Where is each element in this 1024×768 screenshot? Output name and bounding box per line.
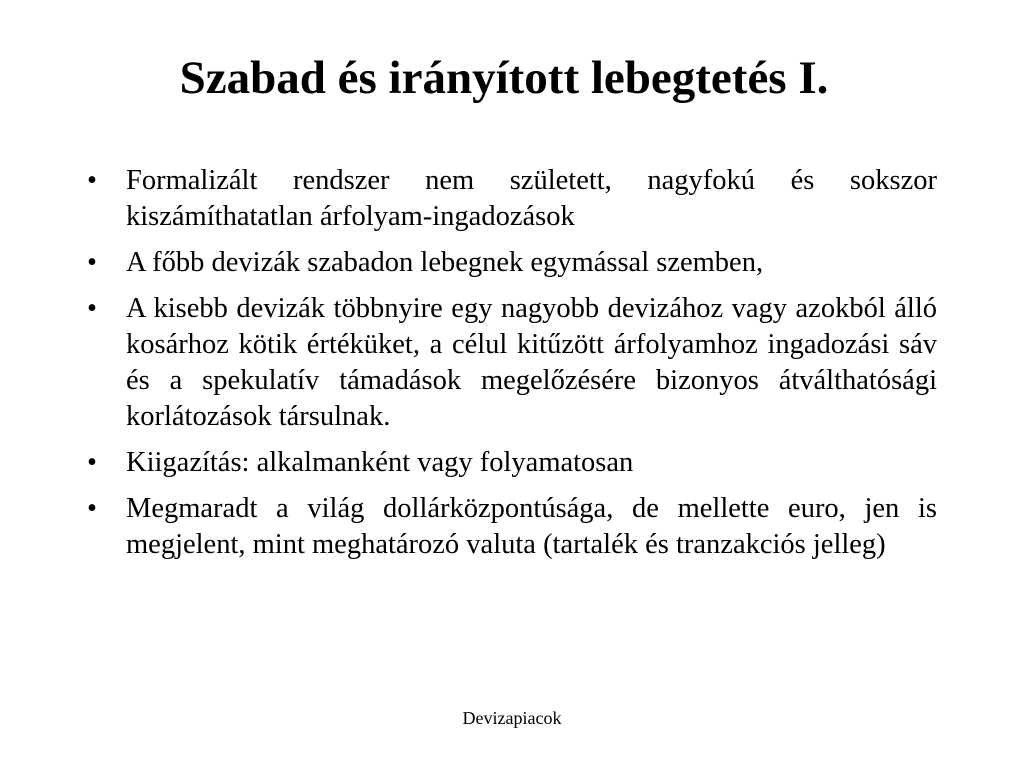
bullet-text: Formalizált rendszer nem született, nagyfokú és sokszor kiszámíthatatlan árfolyam-ingadozások	[126, 165, 937, 232]
bullet-item-5	[87, 491, 937, 563]
bullet-icon: •	[87, 165, 97, 196]
bullet-item-2	[87, 245, 937, 281]
bullet-text: A kisebb devizák többnyire egy nagyobb devizához vagy azokból álló kosárhoz kötik értéküket, a célul kitűzött árfolyamhoz ingadozási sáv és a spekulatív támadások megelőzésére bizonyos átválthatósági korlátozások társulnak.	[126, 293, 937, 432]
bullet-text: Megmaradt a világ dollárközpontúsága, de mellette euro, jen is megjelent, mint meghatározó valuta (tartalék és tranzakciós jelleg)	[126, 493, 937, 560]
slide-title: Szabad és irányított lebegtetés I.	[179, 52, 829, 104]
bullet-icon: •	[87, 493, 97, 524]
bullet-item-4	[87, 445, 937, 481]
bullet-item-1	[87, 163, 937, 235]
bullet-list	[87, 163, 937, 573]
bullet-icon: •	[87, 247, 97, 278]
bullet-icon: •	[87, 447, 97, 478]
bullet-text: A főbb devizák szabadon lebegnek egymással szemben,	[126, 247, 764, 278]
slide-footer: Devizapiacok	[462, 708, 562, 728]
bullet-text: Kiigazítás: alkalmanként vagy folyamatosan	[126, 447, 634, 478]
bullet-item-3	[87, 291, 937, 435]
bullet-icon: •	[87, 293, 97, 324]
